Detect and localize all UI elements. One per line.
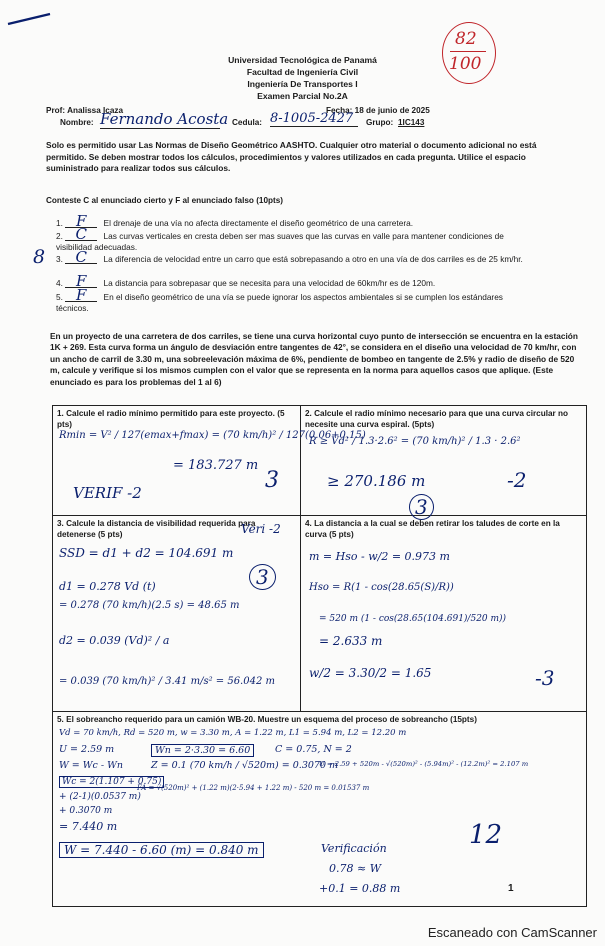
question-cell-2 <box>301 406 586 519</box>
work-line: d1 = 0.278 Vd (t) <box>59 580 156 593</box>
cedula-label: Cedula: <box>232 118 263 127</box>
student-name: Fernando Acosta <box>100 110 229 128</box>
work-line: Verificación <box>321 842 387 855</box>
work-line: = 0.039 (70 km/h)² / 3.41 m/s² = 56.042 m <box>59 676 275 687</box>
page-number: 1 <box>508 883 514 894</box>
work-line: 0.78 ≈ W <box>329 862 382 875</box>
work-line: = 183.727 m <box>173 458 259 473</box>
problem-statement: En un proyecto de una carretera de dos carriles, se tiene una curva horizontal cuyo punto de intersección se encuentra en la estación 1K + 269. Esta curva forma un ángulo de desviación entre tangentes de 42°, se considera en el diseño una velocidad de 70 km/hr, con un ancho de carril de 3.30 m, una sobreelevación máxima de 6%, pendiente de bombeo en tangente de 2.5% y radio de diseño de 520 m, calcule y verifique si los mismos cumplen con el valor que se representa en la norma para aquellos casos que aplique. (Este enunciado es para los problemas del 1 al 6) <box>50 331 578 387</box>
tf-item-number: 3. <box>56 254 63 264</box>
question-text: 4. La distancia a la cual se deben retirar los taludes de corte en la curva (5 pts) <box>305 519 560 539</box>
tf-item-text: Las curvas verticales en cresta deben ser mas suaves que las curvas en valle para mantener condiciones de visibilidad adecuadas. <box>56 231 504 252</box>
work-line: Veri -2 <box>241 522 281 536</box>
work-line: Rmin = V² / 127(emax+fmax) = (70 km/h)² / 127(0.06+0.15) <box>59 430 366 441</box>
course-name: Ingeniería De Transportes I <box>247 79 358 89</box>
tf-prompt: Conteste C al enunciado cierto y F al enunciado falso (10pts) <box>46 196 284 205</box>
work-line: w/2 = 3.30/2 = 1.65 <box>309 666 432 680</box>
score-divider <box>450 51 486 52</box>
work-line: -2 <box>507 468 527 492</box>
work-line: +0.1 = 0.88 m <box>319 882 401 895</box>
question-cell-4 <box>301 516 586 712</box>
work-line: Z = 0.1 (70 km/h / √520m) = 0.3070 m <box>151 760 339 771</box>
tf-answer: F <box>65 216 97 228</box>
work-line: = 7.440 m <box>59 820 118 833</box>
tf-item-number: 2. <box>56 231 63 241</box>
tf-answer: F <box>65 290 97 302</box>
score-total: 100 <box>449 54 482 74</box>
tf-side-score: 8 <box>33 246 46 268</box>
work-line: = 520 m (1 - cos(28.65(104.691)/520 m)) <box>319 614 507 624</box>
tf-item <box>56 286 526 314</box>
group-value: 1IC143 <box>398 118 425 127</box>
work-line: R ≥ Vd² / 1.3·2.6² = (70 km/h)² / 1.3 · 2.6² <box>309 436 521 447</box>
work-line: FA = √(520m)² + (1.22 m)(2·5.94 + 1.22 m) - 520 m = 0.01537 m <box>137 784 370 792</box>
work-line: U = 2.59 + 520m - √(520m)² - (5.94m)² - (12.2m)² = 2.107 m <box>319 760 529 768</box>
tf-item-text: La diferencia de velocidad entre un carro que está sobrepasando a otro en una vía de dos carriles es de 25 km/hr. <box>103 254 523 264</box>
tf-item-number: 5. <box>56 292 63 302</box>
work-line: Wn = 2·3.30 = 6.60 <box>151 744 254 757</box>
question-text: 2. Calcule el radio mínimo necesario para que una curva circular no necesite una curva espiral. (5pts) <box>305 409 569 429</box>
tf-item <box>56 225 526 253</box>
work-line: d2 = 0.039 (Vd)² / a <box>59 634 170 647</box>
tf-item-text: En el diseño geométrico de una vía se puede ignorar los aspectos ambientales si se cumplen los estándares técnicos. <box>56 292 503 313</box>
question-score: 3 <box>265 468 279 493</box>
question-cell-3 <box>53 516 301 712</box>
work-line: SSD = d1 + d2 = 104.691 m <box>59 546 234 560</box>
score-value: 82 <box>455 29 477 49</box>
tf-item <box>56 248 526 266</box>
question-score: 3 <box>409 494 434 520</box>
questions-table <box>52 405 587 907</box>
tf-item-text: El drenaje de una vía no afecta directamente el diseño geométrico de una carretera. <box>103 218 414 228</box>
tf-item-number: 4. <box>56 278 63 288</box>
question-cell-1 <box>53 406 366 516</box>
work-line: ≥ 270.186 m <box>327 472 426 490</box>
question-score: 12 <box>469 820 503 850</box>
work-line: Hso = R(1 - cos(28.65(S)/R)) <box>309 582 454 593</box>
cedula-value: 8-1005-2427 <box>270 111 358 127</box>
question-score: 3 <box>249 564 276 590</box>
instructions: Solo es permitido usar Las Normas de Diseño Geométrico AASHTO. Cualquier otro material o documento adicional no está permitido. Se deben mostrar todos los cálculos, procedimientos y valores utilizados en cada pregunta. Utilice el espacio suministrado para realizar todos sus cálculos. <box>46 140 537 173</box>
question-text: 1. Calcule el radio mínimo permitido para este proyecto. (5 pts) <box>57 409 285 429</box>
exam-title: Examen Parcial No.2A <box>257 91 348 101</box>
work-line: = 0.278 (70 km/h)(2.5 s) = 48.65 m <box>59 600 240 611</box>
professor-label: Prof: Analissa Icaza <box>46 106 124 115</box>
group-label: Grupo: <box>366 118 394 127</box>
work-line: W = Wc - Wn <box>59 760 123 771</box>
work-line: C = 0.75, N = 2 <box>275 744 352 755</box>
tf-answer: C <box>65 252 97 264</box>
tf-item-number: 1. <box>56 218 63 228</box>
faculty-name: Facultad de Ingeniería Civil <box>246 67 359 77</box>
question-cell-5 <box>53 712 586 906</box>
work-line: m = Hso - w/2 = 0.973 m <box>309 550 450 563</box>
question-text: 5. El sobreancho requerido para un camión WB-20. Muestre un esquema del proceso de sobreancho (15pts) <box>57 715 477 724</box>
date-label: Fecha: 18 de junio de 2025 <box>326 106 430 115</box>
work-line: U = 2.59 m <box>59 744 115 755</box>
question-text: 3. Calcule la distancia de visibilidad requerida para detenerse (5 pts) <box>57 519 256 539</box>
work-line: VERIF -2 <box>73 484 142 502</box>
work-line: + (2-1)(0.0537 m) <box>59 792 141 802</box>
score-circle <box>442 22 496 84</box>
tf-item-text: La distancia para sobrepasar que se necesita para una velocidad de 60km/hr es de 120m. <box>103 278 436 288</box>
work-line: W = 7.440 - 6.60 (m) = 0.840 m <box>59 842 264 858</box>
name-label: Nombre: <box>60 118 94 127</box>
pen-mark-icon <box>4 8 54 30</box>
camscanner-watermark: Escaneado con CamScanner <box>427 925 597 940</box>
tf-answer: C <box>65 229 97 241</box>
question-score: -3 <box>535 666 555 690</box>
tf-item <box>56 212 556 230</box>
work-line: Vd = 70 km/h, Rd = 520 m, w = 3.30 m, A = 1.22 m, L1 = 5.94 m, L2 = 12.20 m <box>59 728 407 738</box>
tf-answer: F <box>65 276 97 288</box>
university-name: Universidad Tecnológica de Panamá <box>228 55 377 65</box>
work-line: Wc = 2(1.107 + 0.75) <box>59 776 164 788</box>
tf-item <box>56 272 556 290</box>
work-line: = 2.633 m <box>319 634 383 648</box>
work-line: + 0.3070 m <box>59 806 113 816</box>
